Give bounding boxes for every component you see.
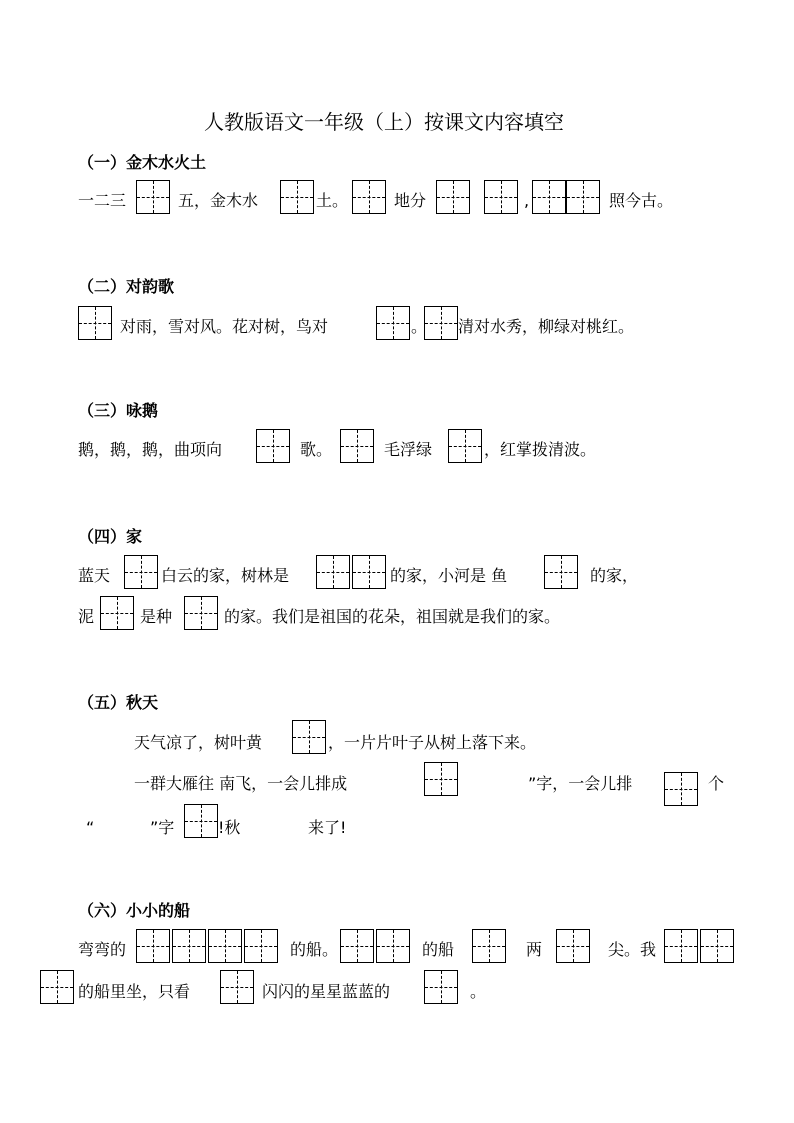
answer-box[interactable] <box>280 180 314 214</box>
answer-box[interactable] <box>352 555 386 589</box>
text-segment: 一群大雁往 南飞，一会儿排成 <box>134 774 348 793</box>
text-segment: 闪闪的星星蓝蓝的 <box>262 982 391 1001</box>
answer-box[interactable] <box>220 970 254 1004</box>
text-segment: 两 <box>526 940 543 959</box>
text-segment: 对雨，雪对风。花对树，鸟对 <box>120 317 329 336</box>
answer-box[interactable] <box>184 596 218 630</box>
text-segment: !秋 <box>218 818 241 837</box>
section-heading-5: （五）秋天 <box>78 693 159 712</box>
text-segment: 的船。 <box>290 940 339 959</box>
answer-box[interactable] <box>424 970 458 1004</box>
text-segment: 。 <box>470 982 487 1001</box>
text-segment: 白云的家，树林是 <box>161 566 290 585</box>
answer-box[interactable] <box>544 555 578 589</box>
answer-box[interactable] <box>532 180 566 214</box>
text-segment: 歌。 <box>300 440 333 459</box>
answer-box[interactable] <box>244 929 278 963</box>
answer-box[interactable] <box>292 720 326 754</box>
answer-box[interactable] <box>136 929 170 963</box>
answer-box[interactable] <box>340 929 374 963</box>
text-segment: 的船 <box>422 940 455 959</box>
text-segment: 个 <box>708 774 725 793</box>
answer-box[interactable] <box>256 429 290 463</box>
answer-box[interactable] <box>78 306 112 340</box>
text-segment: 泥 <box>78 607 95 626</box>
text-segment: 来了! <box>308 818 347 837</box>
section-heading-1: （一）金木水火土 <box>78 153 207 172</box>
answer-box[interactable] <box>472 929 506 963</box>
text-segment: 清对水秀，柳绿对桃红。 <box>458 317 635 336</box>
text-segment: 毛浮绿 <box>384 440 433 459</box>
answer-box[interactable] <box>484 180 518 214</box>
text-segment: ，红掌拨清波。 <box>484 440 597 459</box>
answer-box[interactable] <box>124 555 158 589</box>
text-segment: 天气凉了，树叶黄 <box>134 733 263 752</box>
text-segment: 。 <box>411 317 428 336</box>
section-heading-6: （六）小小的船 <box>78 901 191 920</box>
text-segment: “ <box>86 818 95 837</box>
text-segment: 一二三 <box>78 191 127 210</box>
text-segment: 的船里坐，只看 <box>78 982 191 1001</box>
text-segment: 弯弯的 <box>78 940 127 959</box>
answer-box[interactable] <box>184 804 218 838</box>
answer-box[interactable] <box>340 429 374 463</box>
text-segment: 蓝天 <box>78 566 111 585</box>
section-heading-3: （三）咏鹅 <box>78 401 159 420</box>
answer-box[interactable] <box>316 555 350 589</box>
text-segment: 的家，小河是 鱼 <box>390 566 508 585</box>
answer-box[interactable] <box>136 180 170 214</box>
answer-box[interactable] <box>40 970 74 1004</box>
text-segment: ”字 <box>150 818 175 837</box>
text-segment: ”字，一会儿排 <box>528 774 633 793</box>
text-segment: 地分 <box>394 191 427 210</box>
answer-box[interactable] <box>376 306 410 340</box>
answer-box[interactable] <box>448 429 482 463</box>
answer-box[interactable] <box>700 929 734 963</box>
answer-box[interactable] <box>664 929 698 963</box>
answer-box[interactable] <box>424 306 458 340</box>
text-segment: 的家， <box>590 566 639 585</box>
text-segment: ，一片片叶子从树上落下来。 <box>328 733 537 752</box>
page-title: 人教版语文一年级（上）按课文内容填空 <box>204 110 564 134</box>
answer-box[interactable] <box>664 772 698 806</box>
text-segment: 土。 <box>316 191 349 210</box>
answer-box[interactable] <box>100 596 134 630</box>
answer-box[interactable] <box>566 180 600 214</box>
text-segment: 鹅，鹅，鹅，曲项向 <box>78 440 223 459</box>
answer-box[interactable] <box>376 929 410 963</box>
text-segment: 照今古。 <box>609 191 674 210</box>
answer-box[interactable] <box>436 180 470 214</box>
text-segment: , <box>524 191 530 210</box>
answer-box[interactable] <box>556 929 590 963</box>
section-heading-4: （四）家 <box>78 527 143 546</box>
answer-box[interactable] <box>208 929 242 963</box>
text-segment: 是种 <box>140 607 173 626</box>
text-segment: 的家。我们是祖国的花朵，祖国就是我们的家。 <box>224 607 561 626</box>
answer-box[interactable] <box>424 762 458 796</box>
answer-box[interactable] <box>172 929 206 963</box>
text-segment: 尖。我 <box>608 940 657 959</box>
section-heading-2: （二）对韵歌 <box>78 277 175 296</box>
answer-box[interactable] <box>352 180 386 214</box>
text-segment: 五，金木水 <box>178 191 259 210</box>
